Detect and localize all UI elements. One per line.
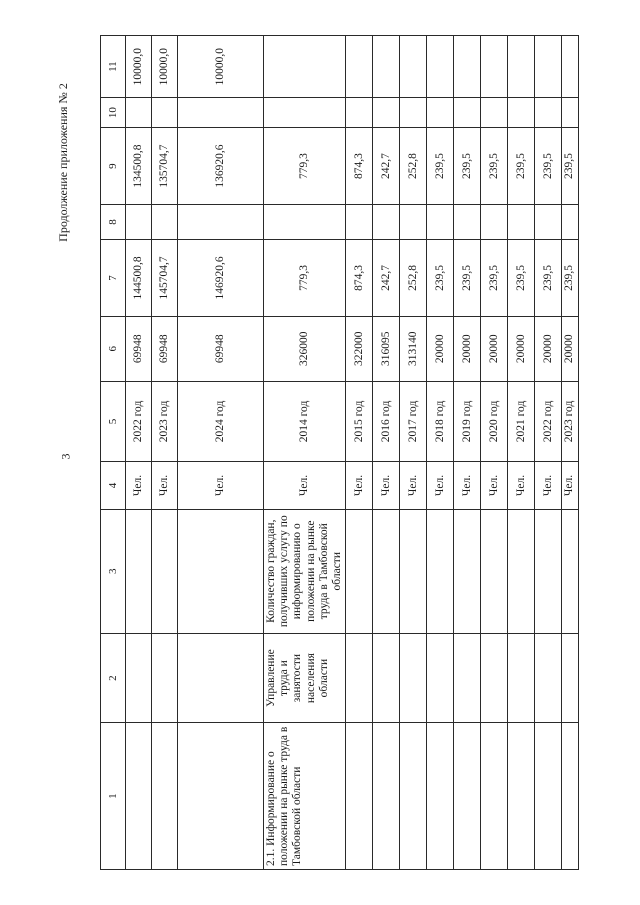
cell-col-10: [264, 98, 346, 128]
table-row: [400, 36, 427, 870]
cell-col-11: [346, 36, 373, 98]
cell-col-10: [400, 98, 427, 128]
cell-col-9: 239,5: [535, 128, 562, 205]
cell-col-11: [264, 36, 346, 98]
cell-col-4: Чел.: [346, 462, 373, 509]
cell-col-9: 239,5: [508, 128, 535, 205]
cell-col-8: [454, 205, 481, 240]
col-number: 8: [101, 205, 126, 240]
cell-col-4: Чел.: [481, 462, 508, 509]
cell-col-7: 239,5: [562, 239, 578, 316]
cell-col-6: 20000: [508, 316, 535, 381]
cell-col-2: [126, 633, 152, 722]
cell-col-6: 69948: [126, 316, 152, 381]
cell-col-5: 2023 год: [152, 381, 178, 462]
cell-col-8: [427, 205, 454, 240]
cell-col-7: 242,7: [373, 239, 400, 316]
cell-col-10: [508, 98, 535, 128]
cell-col-10: [562, 98, 578, 128]
cell-col-11: [508, 36, 535, 98]
cell-col-5: 2018 год: [427, 381, 454, 462]
cell-col-7: 239,5: [427, 239, 454, 316]
cell-col-11: [535, 36, 562, 98]
cell-col-2: [427, 633, 454, 722]
table-row: [178, 36, 264, 870]
cell-col-10: [535, 98, 562, 128]
cell-col-1: [562, 723, 578, 870]
cell-col-8: [535, 205, 562, 240]
cell-col-9: 242,7: [373, 128, 400, 205]
cell-col-1: [508, 723, 535, 870]
cell-col-10: [178, 98, 264, 128]
cell-col-2: [346, 633, 373, 722]
indicator-name: Количество граждан, получивших услугу по информированию о положении на рынке труда в Тамбовской области: [264, 509, 346, 633]
measure-name: 2.1. Информирование о положении на рынке труда в Тамбовской области: [264, 723, 346, 870]
appendix-note: [48, 12, 78, 312]
cell-col-8: [400, 205, 427, 240]
cell-col-3: [454, 509, 481, 633]
cell-col-3: [126, 509, 152, 633]
cell-col-1: [535, 723, 562, 870]
cell-col-8: [346, 205, 373, 240]
cell-col-10: [454, 98, 481, 128]
table-row: [346, 36, 373, 870]
cell-col-9: 252,8: [400, 128, 427, 205]
cell-col-2: [454, 633, 481, 722]
cell-col-9: 136920,6: [178, 128, 264, 205]
cell-col-6: 20000: [481, 316, 508, 381]
cell-col-5: 2015 год: [346, 381, 373, 462]
cell-col-11: [562, 36, 578, 98]
cell-col-10: [126, 98, 152, 128]
cell-col-8: [152, 205, 178, 240]
table-row: [454, 36, 481, 870]
cell-col-9: 135704,7: [152, 128, 178, 205]
cell-col-7: 144500,8: [126, 239, 152, 316]
page-number: [58, 448, 74, 464]
cell-col-1: [126, 723, 152, 870]
cell-col-1: [481, 723, 508, 870]
cell-col-5: 2022 год: [535, 381, 562, 462]
cell-col-2: [373, 633, 400, 722]
cell-col-3: [427, 509, 454, 633]
cell-col-3: [481, 509, 508, 633]
table-row: [508, 36, 535, 870]
col-number: 2: [101, 633, 126, 722]
col-number: 1: [101, 723, 126, 870]
cell-col-7: 239,5: [535, 239, 562, 316]
cell-col-11: [373, 36, 400, 98]
cell-col-8: [126, 205, 152, 240]
cell-col-6: 316095: [373, 316, 400, 381]
cell-col-5: 2014 год: [264, 381, 346, 462]
cell-col-2: [508, 633, 535, 722]
cell-col-11: 10000,0: [178, 36, 264, 98]
cell-col-1: [152, 723, 178, 870]
col-number: 11: [101, 36, 126, 98]
cell-col-3: [178, 509, 264, 633]
rotated-table-wrapper: [100, 35, 576, 870]
cell-col-4: Чел.: [535, 462, 562, 509]
cell-col-6: 69948: [178, 316, 264, 381]
cell-col-4: Чел.: [373, 462, 400, 509]
table-row: [373, 36, 400, 870]
table-row: [427, 36, 454, 870]
cell-col-5: 2019 год: [454, 381, 481, 462]
cell-col-7: 145704,7: [152, 239, 178, 316]
col-number: 4: [101, 462, 126, 509]
cell-col-2: [400, 633, 427, 722]
cell-col-7: 252,8: [400, 239, 427, 316]
table-row: [535, 36, 562, 870]
table-row: [562, 36, 578, 870]
col-number: 10: [101, 98, 126, 128]
cell-col-10: [373, 98, 400, 128]
table-row: [152, 36, 178, 870]
cell-col-6: 20000: [562, 316, 578, 381]
cell-col-9: 239,5: [427, 128, 454, 205]
cell-col-6: 326000: [264, 316, 346, 381]
cell-col-5: 2021 год: [508, 381, 535, 462]
cell-col-8: [264, 205, 346, 240]
page-number-text: 3: [58, 453, 73, 459]
cell-col-5: 2016 год: [373, 381, 400, 462]
executor-name: Управление труда и занятости населения области: [264, 633, 346, 722]
data-table: [100, 35, 579, 870]
cell-col-1: [454, 723, 481, 870]
cell-col-4: Чел.: [400, 462, 427, 509]
cell-col-7: 239,5: [454, 239, 481, 316]
cell-col-7: 874,3: [346, 239, 373, 316]
cell-col-4: Чел.: [562, 462, 578, 509]
cell-col-11: [454, 36, 481, 98]
cell-col-9: 134500,8: [126, 128, 152, 205]
cell-col-6: 20000: [454, 316, 481, 381]
cell-col-7: 146920,6: [178, 239, 264, 316]
cell-col-7: 239,5: [481, 239, 508, 316]
cell-col-4: Чел.: [178, 462, 264, 509]
table-row: [264, 36, 346, 870]
cell-col-6: 20000: [535, 316, 562, 381]
cell-col-10: [481, 98, 508, 128]
cell-col-5: 2020 год: [481, 381, 508, 462]
cell-col-9: 239,5: [562, 128, 578, 205]
cell-col-5: 2017 год: [400, 381, 427, 462]
col-number: 7: [101, 239, 126, 316]
cell-col-9: 239,5: [454, 128, 481, 205]
cell-col-1: [373, 723, 400, 870]
cell-col-3: [152, 509, 178, 633]
cell-col-8: [373, 205, 400, 240]
cell-col-8: [178, 205, 264, 240]
cell-col-10: [346, 98, 373, 128]
cell-col-5: 2023 год: [562, 381, 578, 462]
cell-col-9: 874,3: [346, 128, 373, 205]
table-body: [101, 36, 579, 870]
cell-col-10: [427, 98, 454, 128]
cell-col-11: 10000,0: [152, 36, 178, 98]
cell-col-6: 69948: [152, 316, 178, 381]
cell-col-2: [152, 633, 178, 722]
cell-col-4: Чел.: [454, 462, 481, 509]
cell-col-5: 2024 год: [178, 381, 264, 462]
cell-col-4: Чел.: [508, 462, 535, 509]
cell-col-9: 239,5: [481, 128, 508, 205]
cell-col-4: Чел.: [152, 462, 178, 509]
col-number: 3: [101, 509, 126, 633]
cell-col-6: 322000: [346, 316, 373, 381]
cell-col-7: 239,5: [508, 239, 535, 316]
cell-col-4: Чел.: [427, 462, 454, 509]
cell-col-8: [481, 205, 508, 240]
cell-col-10: [152, 98, 178, 128]
cell-col-1: [346, 723, 373, 870]
cell-col-3: [535, 509, 562, 633]
cell-col-4: Чел.: [264, 462, 346, 509]
cell-col-2: [481, 633, 508, 722]
cell-col-2: [178, 633, 264, 722]
cell-col-8: [508, 205, 535, 240]
cell-col-11: [427, 36, 454, 98]
cell-col-3: [562, 509, 578, 633]
cell-col-3: [400, 509, 427, 633]
cell-col-3: [373, 509, 400, 633]
cell-col-1: [427, 723, 454, 870]
table-row: [126, 36, 152, 870]
cell-col-8: [562, 205, 578, 240]
cell-col-9: 779,3: [264, 128, 346, 205]
cell-col-7: 779,3: [264, 239, 346, 316]
cell-col-2: [562, 633, 578, 722]
cell-col-1: [400, 723, 427, 870]
cell-col-4: Чел.: [126, 462, 152, 509]
cell-col-11: [481, 36, 508, 98]
cell-col-3: [346, 509, 373, 633]
col-number: 5: [101, 381, 126, 462]
cell-col-11: 10000,0: [126, 36, 152, 98]
cell-col-6: 313140: [400, 316, 427, 381]
column-number-row: [101, 36, 126, 870]
cell-col-2: [535, 633, 562, 722]
appendix-note-text: Продолжение приложения № 2: [55, 82, 70, 242]
cell-col-3: [508, 509, 535, 633]
cell-col-11: [400, 36, 427, 98]
cell-col-6: 20000: [427, 316, 454, 381]
col-number: 9: [101, 128, 126, 205]
cell-col-1: [178, 723, 264, 870]
col-number: 6: [101, 316, 126, 381]
cell-col-5: 2022 год: [126, 381, 152, 462]
table-row: [481, 36, 508, 870]
